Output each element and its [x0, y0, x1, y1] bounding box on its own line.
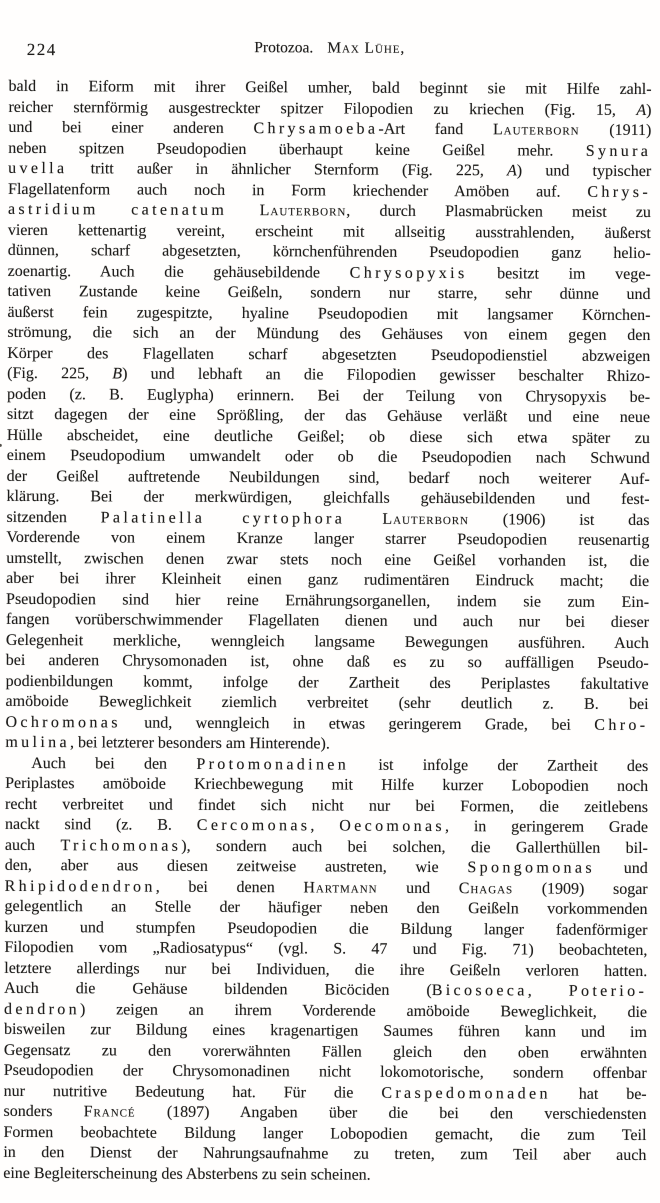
taxon-name-spaced: Spongomonas — [467, 859, 595, 877]
taxon-name-spaced: Palatinella cyrtophora — [101, 509, 383, 527]
taxon-name-spaced: Chrys- — [587, 183, 651, 200]
text-run: -Art fand — [378, 121, 493, 139]
text-line — [5, 897, 648, 921]
taxon-name-spaced: Protomonadinen — [196, 755, 349, 773]
text-line — [4, 1102, 647, 1126]
text-run: Vorderende von einem Kranze langer starrer Pseudopodien reusenartig — [6, 529, 649, 549]
taxon-name-spaced: Cercomonas — [197, 817, 311, 835]
text-line — [3, 1143, 646, 1167]
text-run: äußerst fein zugespitzte, hyaline Pseudopodien mit langsamer Körnchen- — [7, 303, 650, 323]
text-line — [5, 733, 648, 757]
text-run: Pseudopodien der Chrysomonadinen nicht lokomotorische, sondern offenbar — [4, 1062, 647, 1082]
text-run: und — [595, 860, 648, 877]
text-run: der Geißel auftretende Neubildungen sind, bedarf noch weiterer Auf- — [7, 467, 650, 487]
taxon-name-spaced: Poterio- — [569, 983, 648, 1000]
text-line — [8, 241, 651, 265]
taxon-name-spaced: Rhipidodendron — [5, 877, 156, 895]
text-run: aber bei ihrer Kleinheit einen ganz rudimentären Eindruck macht; die — [6, 570, 649, 590]
text-line — [6, 569, 649, 593]
text-run: (Fig. 225, — [7, 365, 112, 383]
taxon-name-spaced: Chrysamoeba — [253, 120, 378, 138]
text-run: Gelegenheit merkliche, wenngleich langsame Bewegungen ausführen. Auch — [6, 631, 649, 651]
text-line — [7, 446, 650, 470]
taxon-name-spaced: Oecomonas — [339, 818, 445, 836]
text-run: bei anderen Chrysomonaden ist, ohne daß es zu so auffälligen Pseudo- — [6, 652, 649, 672]
text-run: zoenartig. Auch die gehäusebildende — [8, 262, 350, 281]
text-line — [6, 528, 649, 552]
author-citation: Lauterborn — [493, 121, 580, 138]
text-run: sonders — [4, 1103, 84, 1120]
text-run: ) und typischer — [517, 162, 651, 180]
text-run: in den Dienst der Nahrungsaufnahme zu treten, zum Teil aber auch — [3, 1144, 646, 1164]
text-line — [4, 938, 647, 962]
text-run: umstellt, zwischen denen zwar stets noch eine Geißel vorhanden ist, die — [6, 549, 649, 569]
text-run: reicher sternförmig ausgestreckter spitzer Filopodien zu kriechen (Fig. 15, — [8, 98, 636, 118]
running-head-title: Protozoa. — [254, 39, 313, 56]
text-run: recht verbreitet und findet sich nicht nur bei Formen, die zeitlebens — [5, 795, 648, 815]
text-run: kurzen und stumpfen Pseudopodien die Bildung langer fadenförmiger — [4, 918, 647, 938]
text-run: Flagellatenform auch noch in Form kriechender Amöben auf. — [8, 180, 587, 200]
text-run: letztere allerdings nur bei Individuen, die ihre Geißeln verloren hatten. — [4, 959, 647, 979]
text-run: sitzt dagegen der eine Sprößling, der das Gehäuse verläßt und eine neue — [7, 406, 650, 426]
text-run: amöboide Beweglichkeit ziemlich verbreitet (sehr deutlich z. B. bei — [6, 693, 649, 713]
running-head-author: Max Lühe, — [327, 39, 405, 56]
text-run: vieren kettenartig vereint, erscheint mit allseitig ausstrahlenden, äußerst — [8, 221, 651, 241]
taxon-name-spaced: Craspedomonaden — [381, 1084, 551, 1102]
text-line — [6, 610, 649, 634]
text-run: nackt sind (z. B. — [5, 816, 197, 834]
taxon-name-spaced: Synura — [586, 142, 652, 159]
author-citation: Lauterborn — [382, 510, 469, 527]
taxon-name-spaced: Chro- — [594, 716, 648, 733]
text-run: strömung, die sich an der Mündung des Gehäuses von einem gegen den — [7, 324, 650, 344]
text-run: bisweilen zur Bildung eines kragenartigen Saumes führen kann und im — [4, 1021, 647, 1041]
text-run: hat be- — [551, 1085, 647, 1102]
author-citation: Francé — [84, 1103, 136, 1120]
text-run: Pseudopodien sind hier reine Ernährungsorganellen, indem sie zum Ein- — [6, 590, 649, 610]
taxon-name-spaced: Trichomonas — [60, 837, 181, 855]
text-line — [4, 979, 647, 1003]
text-run: (1897) Angaben über die bei den verschiedensten — [136, 1104, 647, 1123]
page-number: 224 — [27, 40, 57, 60]
text-line — [7, 364, 650, 388]
text-line — [7, 323, 650, 347]
text-run: den, aber aus diesen zeitweise austreten, wie — [5, 857, 468, 876]
text-run: ), sondern auch bei solchen, die Gallerthüllen bil- — [181, 837, 648, 856]
text-run: ist infolge der Zartheit des — [349, 756, 648, 774]
text-run: Formen beobachtete Bildung langer Lobopodien gemacht, die zum Teil — [3, 1123, 646, 1143]
text-run: Hülle abscheidet, eine deutliche Geißel; ob diese sich etwa später zu — [7, 426, 650, 446]
text-line — [5, 815, 648, 839]
text-run: klärung. Bei der merkwürdigen, gleichfalls gehäusebildenden und fest- — [7, 488, 650, 508]
text-run: gelegentlich an Stelle der häufiger neben den Geißeln vorkommenden — [5, 898, 648, 918]
text-run: (1911) — [580, 122, 652, 139]
text-run: podienbildungen kommt, infolge der Zartheit des Periplastes fakultative — [6, 672, 649, 692]
taxon-name-spaced: Bicosoeca — [432, 982, 528, 999]
taxon-name-spaced: astridium catenatum — [8, 201, 260, 219]
text-run: , in geringerem Grade — [445, 818, 648, 836]
text-run: ) und lebhaft an die Filopodien gewisser beschalter Rhizo- — [122, 365, 650, 385]
running-head — [0, 38, 660, 59]
figure-letter-italic: A — [636, 101, 646, 118]
text-run: Körper des Flagellaten scharf abgesetzten Pseudopodienstiel abzweigen — [7, 344, 650, 364]
body-text — [3, 77, 651, 1187]
text-run: dünnen, scharf abgesetzten, körnchenführenden Pseudopodien ganz helio- — [8, 242, 651, 262]
text-run: und bei einer anderen — [8, 119, 253, 137]
scan-speck — [0, 444, 2, 447]
author-citation: Lauterborn — [260, 202, 347, 219]
author-citation: Hartmann — [303, 879, 377, 896]
text-line — [9, 77, 652, 101]
text-run: neben spitzen Pseudopodien überhaupt keine Geißel mehr. — [8, 139, 586, 159]
text-run: nur nutritive Bedeutung hat. Für die — [4, 1082, 382, 1101]
text-run: (1909) sogar — [513, 880, 648, 898]
text-run: auch — [5, 836, 61, 853]
text-run: tritt außer in ähnlicher Sternform (Fig. 225, — [67, 160, 507, 179]
text-run: ) zeigen an ihrem Vorderende amöboide Beweglichkeit, die — [80, 1001, 647, 1021]
text-line — [7, 405, 650, 429]
text-line — [8, 282, 651, 306]
text-run: , bei letzterer besonders am Hinterende). — [70, 734, 330, 752]
text-run: Periplastes amöboide Kriechbewegung mit Hilfe kurzer Lobopodien noch — [5, 775, 648, 795]
text-run: Auch die Gehäuse bildenden Bicöciden ( — [4, 980, 432, 999]
taxon-name-spaced: Chrysopyxis — [350, 264, 468, 282]
text-line — [4, 1020, 647, 1044]
author-citation: Chagas — [459, 880, 513, 897]
text-run: ) — [646, 102, 651, 119]
text-run: und, wenngleich in etwas geringerem Grade, bei — [121, 714, 595, 733]
text-run: Filopodien vom „Radiosatypus“ (vgl. S. 47 und Fig. 71) beobachteten, — [4, 939, 647, 959]
text-run: und — [377, 879, 458, 896]
taxon-name-spaced: Ochromonas — [5, 713, 120, 731]
text-run: Auch bei den — [31, 755, 196, 773]
text-run: bald in Eiform mit ihrer Geißel umher, bald beginnt sie mit Hilfe zahl- — [9, 78, 652, 98]
text-run: tativen Zustande keine Geißeln, sondern nur starre, sehr dünne und — [8, 283, 651, 303]
text-run: , durch Plasmabrücken meist zu — [346, 203, 651, 221]
text-line — [8, 118, 651, 142]
taxon-name-spaced: uvella — [8, 160, 67, 177]
figure-letter-italic: A — [507, 162, 517, 179]
text-line — [5, 856, 648, 880]
text-run: , — [528, 982, 569, 999]
text-run: poden (z. B. Euglypha) erinnern. Bei der Teilung von Chrysopyxis be- — [7, 385, 650, 405]
text-line — [8, 159, 651, 183]
text-line — [8, 200, 651, 224]
text-line — [6, 651, 649, 675]
text-run: sitzenden — [6, 508, 100, 525]
text-run: , bei denen — [156, 878, 304, 896]
taxon-name-spaced: mulina — [5, 734, 70, 751]
text-run: (1906) ist das — [469, 511, 650, 529]
text-run: fangen vorüberschwimmender Flagellaten dienen und auch nur bei dieser — [6, 611, 649, 631]
text-line — [7, 487, 650, 511]
text-run: Gegensatz zu den vorerwähnten Fällen gleich den oben erwähnten — [4, 1041, 647, 1061]
text-line — [4, 1061, 647, 1085]
text-line — [5, 774, 648, 798]
text-run: , — [310, 817, 339, 834]
text-run: besitzt im vege- — [468, 265, 651, 283]
text-run: einem Pseudopodium umwandelt oder ob die Pseudopodien nach Schwund — [7, 447, 650, 467]
text-line — [6, 692, 649, 716]
text-line — [3, 1163, 646, 1187]
text-run: eine Begleiterscheinung des Absterbens zu sein scheinen. — [3, 1164, 371, 1183]
taxon-name-spaced: dendron — [4, 1000, 80, 1017]
figure-letter-italic: B — [112, 365, 122, 382]
